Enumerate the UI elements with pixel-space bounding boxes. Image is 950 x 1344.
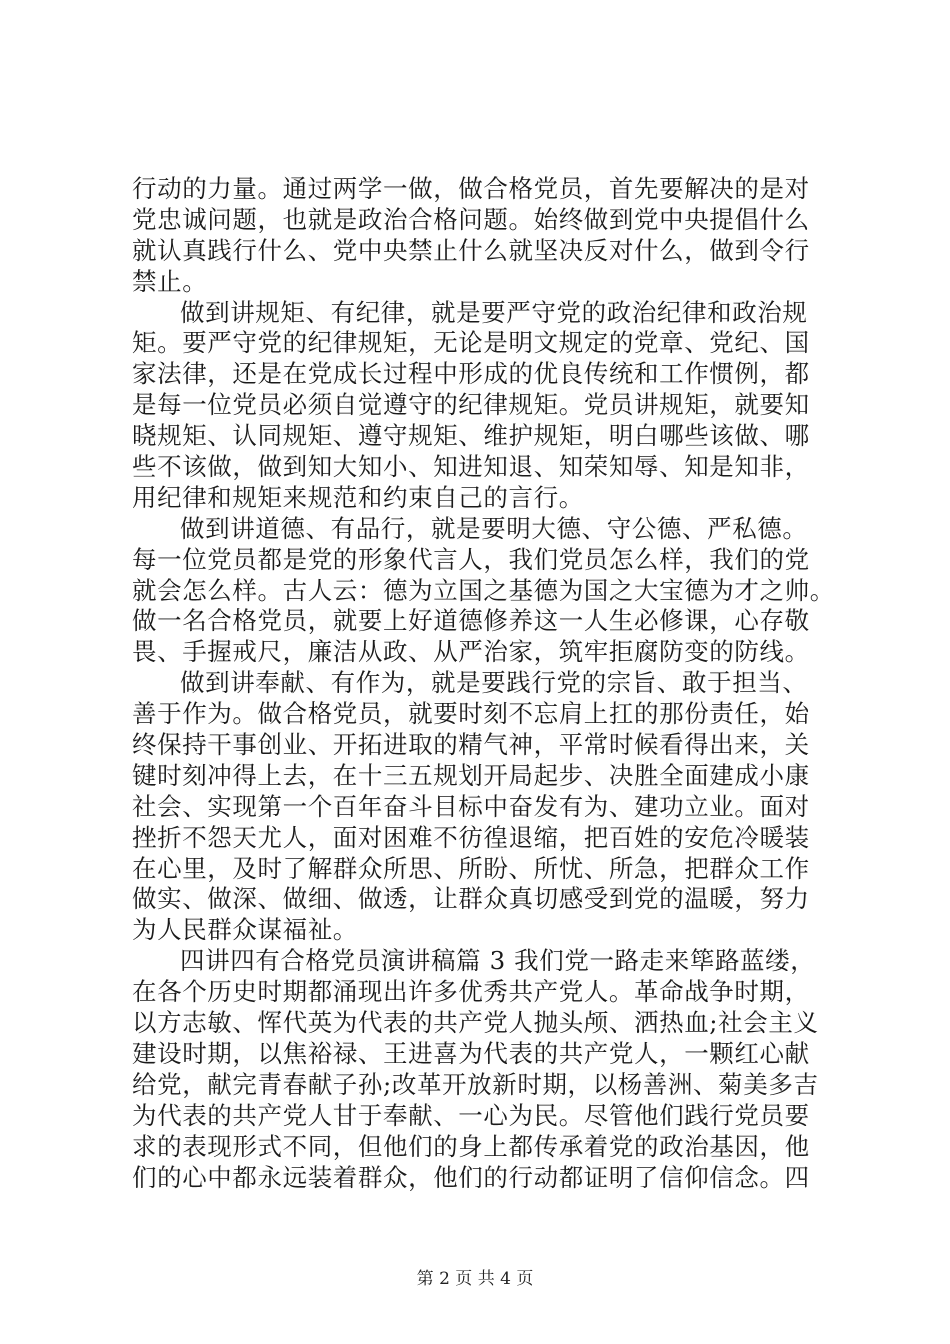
paragraph-5 bbox=[132, 946, 824, 1193]
text-line: 畏、手握戒尺，廉洁从政、从严治家，筑牢拒腐防变的防线。 bbox=[132, 637, 810, 667]
paragraph-2 bbox=[132, 298, 824, 514]
text-line: 社会、实现第一个百年奋斗目标中奋发有为、建功立业。面对 bbox=[132, 791, 810, 821]
text-line: 晓规矩、认同规矩、遵守规矩、维护规矩，明白哪些该做、哪 bbox=[132, 421, 810, 451]
text-line: 家法律，还是在党成长过程中形成的优良传统和工作惯例，都 bbox=[132, 359, 810, 389]
text-line: 党忠诚问题，也就是政治合格问题。始终做到党中央提倡什么 bbox=[132, 204, 810, 234]
text-line: 矩。要严守党的纪律规矩，无论是明文规定的党章、党纪、国 bbox=[132, 328, 810, 358]
text-line: 键时刻冲得上去，在十三五规划开局起步、决胜全面建成小康 bbox=[132, 760, 810, 790]
text-line: 做实、做深、做细、做透，让群众真切感受到党的温暖，努力 bbox=[132, 884, 810, 914]
paragraph-1 bbox=[132, 174, 824, 298]
text-line: 终保持干事创业、开拓进取的精气神，平常时候看得出来，关 bbox=[132, 730, 810, 760]
text-line: 善于作为。做合格党员，就要时刻不忘肩上扛的那份责任，始 bbox=[132, 699, 810, 729]
paragraph-4 bbox=[132, 668, 824, 946]
text-line: 做到讲规矩、有纪律，就是要严守党的政治纪律和政治规 bbox=[180, 297, 808, 327]
document-body bbox=[132, 174, 835, 1193]
text-line: 求的表现形式不同，但他们的身上都传承着党的政治基因，他 bbox=[132, 1131, 810, 1161]
text-line: 在各个历史时期都涌现出许多优秀共产党人。革命战争时期， bbox=[132, 977, 810, 1007]
text-line: 禁止。 bbox=[132, 266, 208, 296]
text-line: 们的心中都永远装着群众，他们的行动都证明了信仰信念。四 bbox=[132, 1162, 810, 1192]
text-line: 些不该做，做到知大知小、知进知退、知荣知辱、知是知非， bbox=[132, 452, 810, 482]
text-line: 在心里，及时了解群众所思、所盼、所忧、所急，把群众工作 bbox=[132, 853, 810, 883]
text-line: 是每一位党员必须自觉遵守的纪律规矩。党员讲规矩，就要知 bbox=[132, 390, 810, 420]
text-line: 每一位党员都是党的形象代言人，我们党员怎么样，我们的党 bbox=[132, 544, 810, 574]
text-line: 四讲四有合格党员演讲稿篇 3 我们党一路走来筚路蓝缕， bbox=[180, 946, 816, 976]
text-line: 做一名合格党员，就要上好道德修养这一人生必修课，心存敬 bbox=[132, 606, 810, 636]
text-line: 建设时期，以焦裕禄、王进喜为代表的共产党人，一颗红心献 bbox=[132, 1038, 810, 1068]
page-number-footer: 第 2 页 共 4 页 bbox=[416, 1269, 534, 1289]
text-line: 给党，献完青春献子孙;改革开放新时期，以杨善洲、菊美多吉 bbox=[132, 1069, 819, 1099]
paragraph-3 bbox=[132, 513, 835, 668]
text-line: 做到讲奉献、有作为，就是要践行党的宗旨、敢于担当、 bbox=[180, 668, 808, 698]
text-line: 挫折不怨天尤人，面对困难不彷徨退缩，把百姓的安危冷暖装 bbox=[132, 822, 810, 852]
text-line: 为人民群众谋福祉。 bbox=[132, 915, 358, 945]
text-line: 以方志敏、恽代英为代表的共产党人抛头颅、洒热血;社会主义 bbox=[132, 1008, 819, 1038]
text-line: 就认真践行什么、党中央禁止什么就坚决反对什么，做到令行 bbox=[132, 235, 810, 265]
text-line: 为代表的共产党人甘于奉献、一心为民。尽管他们践行党员要 bbox=[132, 1100, 810, 1130]
text-line: 就会怎么样。古人云：德为立国之基德为国之大宝德为才之帅。 bbox=[132, 575, 835, 605]
text-line: 用纪律和规矩来规范和约束自己的言行。 bbox=[132, 482, 584, 512]
text-line: 行动的力量。通过两学一做，做合格党员，首先要解决的是对 bbox=[132, 174, 810, 203]
text-line: 做到讲道德、有品行，就是要明大德、守公德、严私德。 bbox=[180, 513, 808, 543]
